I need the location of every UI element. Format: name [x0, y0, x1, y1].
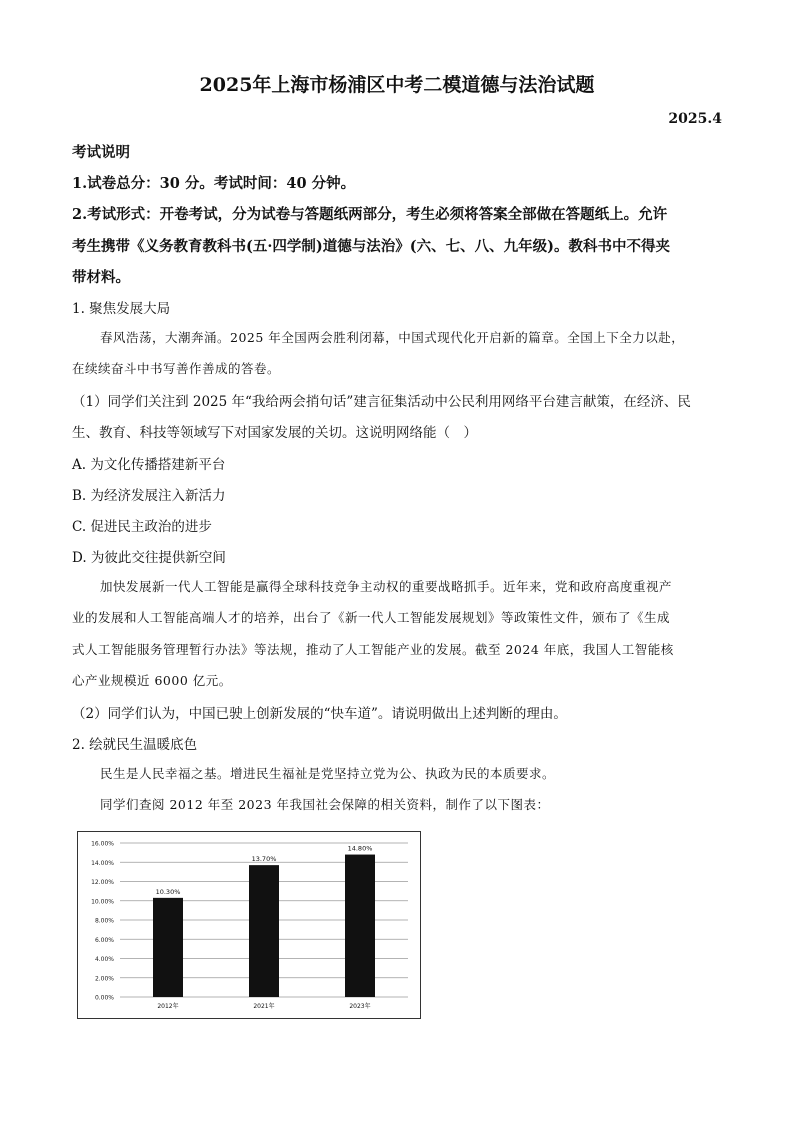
y-tick-label: 12.00% [91, 879, 114, 886]
bar-value-label: 14.80% [347, 844, 373, 853]
question-1-sub-1-line-1: （1）同学们关注到 2025 年“我给两会捎句话”建言征集活动中公民利用网络平台建言献策，在经济、民 [72, 394, 691, 410]
y-tick-label: 4.00% [94, 956, 114, 963]
y-tick-label: 16.00% [91, 840, 114, 848]
bar [249, 865, 279, 997]
y-tick-label: 14.00% [91, 859, 114, 867]
question-1-material-2-line-1: 加快发展新一代人工智能是赢得全球科技竞争主动权的重要战略抓手。近年来，党和政府高度重视产 [100, 579, 673, 594]
y-tick-label: 10.00% [91, 898, 114, 906]
question-2-material-line-2: 同学们查阅 2012 年至 2023 年我国社会保障的相关资料，制作了以下图表： [100, 797, 550, 812]
question-2-heading: 2. 绘就民生温暖底色 [72, 737, 198, 753]
instructions-heading: 考试说明 [72, 144, 130, 161]
bar [345, 855, 375, 997]
instruction-item-2-line-3: 带材料。 [72, 269, 130, 286]
y-tick-label: 6.00% [94, 936, 114, 944]
question-1-material-2-line-4: 心产业规模近 6000 亿元。 [72, 673, 232, 688]
bar-value-label: 13.70% [251, 855, 277, 864]
option-a: A. 为文化传播搭建新平台 [72, 457, 226, 473]
question-2-material-line-1: 民生是人民幸福之基。增进民生福祉是党坚持立党为公、执政为民的本质要求。 [100, 766, 556, 781]
question-1-material-2-line-2: 业的发展和人工智能高端人才的培养，出台了《新一代人工智能发展规划》等政策性文件，颁布了《生成 [72, 610, 671, 625]
option-c: C. 促进民主政治的进步 [72, 519, 212, 535]
question-1-material-line-1: 春风浩荡，大潮奔涌。2025 年全国两会胜利闭幕，中国式现代化开启新的篇章。全国上下全力以赴， [100, 330, 685, 345]
question-1-heading: 1. 聚焦发展大局 [72, 301, 171, 317]
x-tick-label: 2012年 [157, 1003, 179, 1010]
instruction-item-2-line-2: 考生携带《义务教育教科书(五·四学制)道德与法治》(六、七、八、九年级)。教科书中不得夹 [72, 238, 670, 255]
question-1-sub-2: （2）同学们认为，中国已驶上创新发展的“快车道”。请说明做出上述判断的理由。 [72, 706, 567, 722]
y-tick-label: 8.00% [94, 917, 114, 925]
question-1-sub-1-line-2: 生、教育、科技等领域写下对国家发展的关切。这说明网络能（ ） [72, 425, 477, 441]
x-tick-label: 2021年 [253, 1003, 275, 1010]
y-tick-label: 2.00% [94, 975, 114, 983]
instruction-item-2-line-1: 2.考试形式：开卷考试，分为试卷与答题纸两部分，考生必须将答案全部做在答题纸上。允许 [72, 206, 668, 223]
instruction-item-1: 1.试卷总分：30 分。考试时间：40 分钟。 [72, 175, 356, 192]
bar-value-label: 10.30% [155, 887, 181, 896]
exam-date: 2025.4 [668, 111, 722, 127]
option-d: D. 为彼此交往提供新空间 [72, 550, 226, 566]
question-1-material-line-2: 在续续奋斗中书写善作善成的答卷。 [72, 361, 281, 376]
social-security-bar-chart [77, 831, 421, 1019]
question-1-material-2-line-3: 式人工智能服务管理暂行办法》等法规，推动了人工智能产业的发展。截至 2024 年底，我国人工智能核 [72, 642, 674, 657]
bar [153, 898, 183, 997]
x-tick-label: 2023年 [349, 1003, 371, 1010]
option-b: B. 为经济发展注入新活力 [72, 488, 226, 504]
chart-canvas [78, 832, 420, 1018]
page-title: 2025年上海市杨浦区中考二模道德与法治试题 [199, 74, 595, 96]
y-tick-label: 0.00% [94, 994, 114, 1002]
